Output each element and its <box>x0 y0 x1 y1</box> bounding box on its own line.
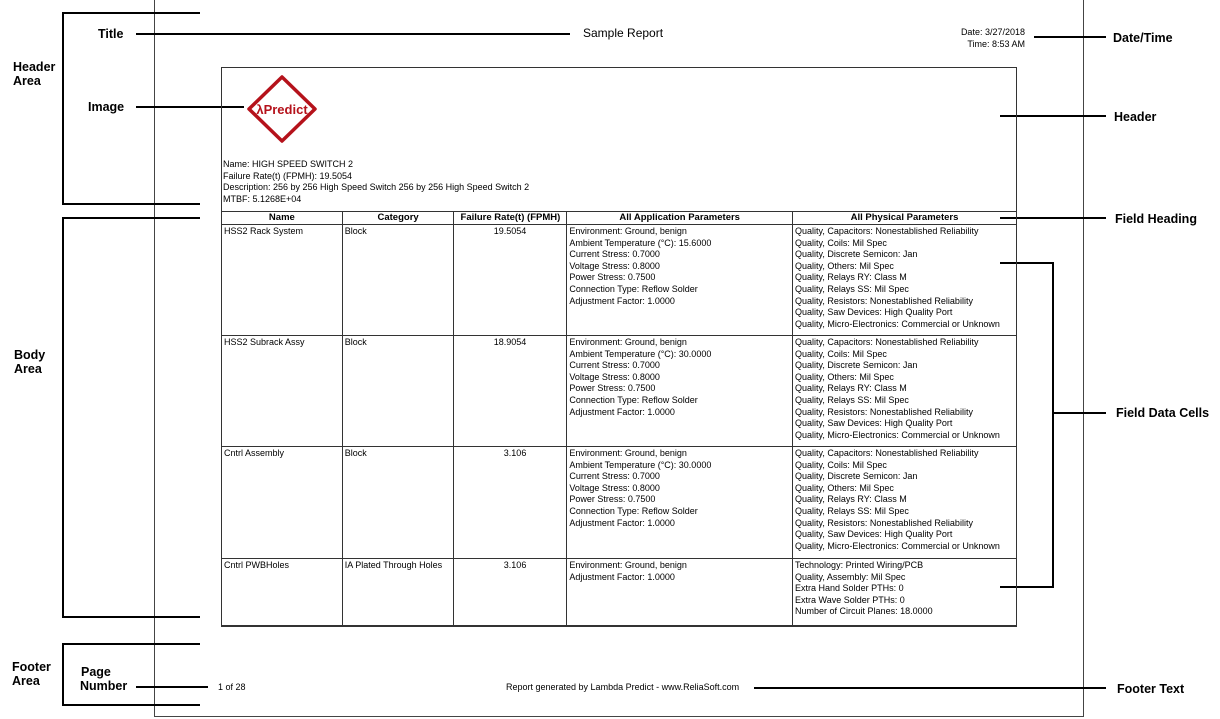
parameter-line: Quality, Assembly: Mil Spec <box>795 571 906 582</box>
cell-name: Cntrl PWBHoles <box>222 559 343 626</box>
parameter-line: Quality, Coils: Mil Spec <box>795 459 887 470</box>
footer-area-bracket-top <box>62 643 200 645</box>
cell-physical-parameters <box>793 225 1017 336</box>
parameter-line: Quality, Resistors: Nonestablished Reliability <box>795 406 973 417</box>
parameter-line: Environment: Ground, benign <box>569 560 687 570</box>
parameter-line: Adjustment Factor: 1.0000 <box>569 517 675 528</box>
image-callout: Image <box>88 100 125 114</box>
parameter-line: Quality, Discrete Semicon: Jan <box>795 360 918 371</box>
cell-physical-parameters <box>793 447 1017 559</box>
parameter-line: Ambient Temperature (°C): 30.0000 <box>569 459 712 470</box>
header-description: Description: 256 by 256 High Speed Switch 256 by 256 High Speed Switch 2 <box>223 182 530 192</box>
parameter-line: Adjustment Factor: 1.0000 <box>569 406 675 417</box>
logo-text: λPredict <box>256 102 308 117</box>
cell-name: HSS2 Subrack Assy <box>222 336 343 447</box>
parameter-line: Quality, Relays RY: Class M <box>795 383 907 394</box>
header-name: Name: HIGH SPEED SWITCH 2 <box>223 159 354 169</box>
title-leader <box>136 33 570 35</box>
cell-application-parameters <box>567 447 793 559</box>
parameter-line: Quality, Others: Mil Spec <box>795 371 894 382</box>
cell-failure-rate: 18.9054 <box>454 336 567 447</box>
body-area-bracket <box>62 217 64 617</box>
parameter-line: Quality, Saw Devices: High Quality Port <box>795 529 953 540</box>
header-mtbf: MTBF: 5.1268E+04 <box>223 193 302 204</box>
parameter-line: Current Stress: 0.7000 <box>569 360 660 371</box>
parameter-line: Quality, Relays RY: Class M <box>795 494 907 505</box>
parameter-line: Adjustment Factor: 1.0000 <box>569 571 675 582</box>
parameter-line: Quality, Others: Mil Spec <box>795 260 894 271</box>
parameter-line: Quality, Micro-Electronics: Commercial or Unknown <box>795 318 1000 329</box>
date-time-callout: Date/Time <box>1113 31 1173 45</box>
parameter-line: Quality, Discrete Semicon: Jan <box>795 471 918 482</box>
parameter-line: Technology: Printed Wiring/PCB <box>795 560 924 570</box>
parameter-line: Connection Type: Reflow Solder <box>569 283 698 294</box>
parameter-line: Environment: Ground, benign <box>569 226 687 236</box>
body-area-bracket-top <box>62 217 200 219</box>
cell-application-parameters <box>567 559 793 626</box>
cell-name: Cntrl Assembly <box>222 447 343 559</box>
parameter-line: Quality, Relays SS: Mil Spec <box>795 505 909 516</box>
cell-application-parameters <box>567 225 793 336</box>
parameter-line: Quality, Relays SS: Mil Spec <box>795 394 909 405</box>
cell-failure-rate: 3.106 <box>454 559 567 626</box>
parameter-line: Quality, Capacitors: Nonestablished Reliability <box>795 226 979 236</box>
parameter-line: Environment: Ground, benign <box>569 448 687 458</box>
cell-category: Block <box>342 447 454 559</box>
parameter-line: Adjustment Factor: 1.0000 <box>569 295 675 306</box>
parameter-line: Voltage Stress: 0.8000 <box>569 482 660 493</box>
table-row <box>222 225 1017 336</box>
parameter-line: Quality, Discrete Semicon: Jan <box>795 249 918 260</box>
parameter-line: Connection Type: Reflow Solder <box>569 394 698 405</box>
field-data-bracket <box>1052 262 1054 588</box>
parameter-line: Quality, Resistors: Nonestablished Reliability <box>795 295 973 306</box>
footer-area-callout: Footer Area <box>12 660 51 688</box>
column-header-name: Name <box>222 212 343 225</box>
header-area-bracket-top <box>62 12 200 14</box>
parameter-line: Current Stress: 0.7000 <box>569 471 660 482</box>
body-area-bracket-bottom <box>62 616 200 618</box>
parameter-line: Extra Hand Solder PTHs: 0 <box>795 583 904 594</box>
footer-text-callout: Footer Text <box>1117 682 1185 696</box>
table-row <box>222 336 1017 447</box>
parameter-line: Quality, Resistors: Nonestablished Reliability <box>795 517 973 528</box>
cell-category: Block <box>342 225 454 336</box>
parameter-line: Quality, Saw Devices: High Quality Port <box>795 418 953 429</box>
table-row <box>222 447 1017 559</box>
parameter-line: Quality, Relays SS: Mil Spec <box>795 283 909 294</box>
report-title: Sample Report <box>583 26 664 40</box>
parameter-line: Current Stress: 0.7000 <box>569 249 660 260</box>
title-callout: Title <box>98 27 124 41</box>
cell-failure-rate: 3.106 <box>454 447 567 559</box>
date-time-leader <box>1034 36 1106 38</box>
parameter-line: Quality, Capacitors: Nonestablished Reliability <box>795 337 979 347</box>
parameter-line: Ambient Temperature (°C): 30.0000 <box>569 348 712 359</box>
column-header-failure-rate: Failure Rate(t) (FPMH) <box>454 212 567 225</box>
parameter-line: Number of Circuit Planes: 18.0000 <box>795 606 933 617</box>
parameter-line: Power Stress: 0.7500 <box>569 272 656 283</box>
page-number-leader <box>136 686 208 688</box>
footer-area-bracket-bottom <box>62 704 200 706</box>
header-area-callout: Header Area <box>13 60 56 88</box>
header-area-bracket-bottom <box>62 203 200 205</box>
footer-text-leader <box>754 687 1106 689</box>
parameter-line: Ambient Temperature (°C): 15.6000 <box>569 237 712 248</box>
field-heading-callout: Field Heading <box>1115 212 1197 226</box>
report-header-fields <box>223 159 529 205</box>
parameter-line: Voltage Stress: 0.8000 <box>569 260 660 271</box>
page-number-callout: Page Number <box>80 665 128 693</box>
header-callout: Header <box>1114 110 1157 124</box>
cell-name: HSS2 Rack System <box>222 225 343 336</box>
report-date-time: Date: 3/27/2018 Time: 8:53 AM <box>960 27 1025 49</box>
page-number: 1 of 28 <box>218 682 246 692</box>
header-area-bracket <box>62 12 64 204</box>
parameter-line: Extra Wave Solder PTHs: 0 <box>795 594 905 605</box>
parameter-line: Quality, Coils: Mil Spec <box>795 348 887 359</box>
field-data-cells-callout: Field Data Cells <box>1116 406 1210 420</box>
parameter-line: Quality, Others: Mil Spec <box>795 482 894 493</box>
report-table <box>221 211 1017 626</box>
footer-text: Report generated by Lambda Predict - www.ReliaSoft.com <box>506 682 740 692</box>
cell-physical-parameters <box>793 559 1017 626</box>
cell-failure-rate: 19.5054 <box>454 225 567 336</box>
header-failure-rate: Failure Rate(t) (FPMH): 19.5054 <box>223 170 353 181</box>
lambda-predict-logo-icon <box>245 75 319 143</box>
parameter-line: Quality, Coils: Mil Spec <box>795 237 887 248</box>
parameter-line: Quality, Capacitors: Nonestablished Reliability <box>795 448 979 458</box>
parameter-line: Connection Type: Reflow Solder <box>569 505 698 516</box>
cell-application-parameters <box>567 336 793 447</box>
parameter-line: Power Stress: 0.7500 <box>569 494 656 505</box>
parameter-line: Quality, Saw Devices: High Quality Port <box>795 307 953 318</box>
parameter-line: Power Stress: 0.7500 <box>569 383 656 394</box>
parameter-line: Quality, Relays RY: Class M <box>795 272 907 283</box>
parameter-line: Environment: Ground, benign <box>569 337 687 347</box>
cell-category: Block <box>342 336 454 447</box>
column-header-application-parameters: All Application Parameters <box>567 212 793 225</box>
body-area-callout: Body Area <box>14 348 46 376</box>
field-heading-row <box>222 212 1017 225</box>
table-row <box>222 559 1017 626</box>
column-header-category: Category <box>342 212 454 225</box>
cell-category: IA Plated Through Holes <box>342 559 454 626</box>
footer-area-bracket <box>62 643 64 705</box>
field-data-leader <box>1052 412 1106 414</box>
parameter-line: Voltage Stress: 0.8000 <box>569 371 660 382</box>
cell-physical-parameters <box>793 336 1017 447</box>
column-header-physical-parameters: All Physical Parameters <box>793 212 1017 225</box>
parameter-line: Quality, Micro-Electronics: Commercial or Unknown <box>795 429 1000 440</box>
parameter-line: Quality, Micro-Electronics: Commercial or Unknown <box>795 540 1000 551</box>
